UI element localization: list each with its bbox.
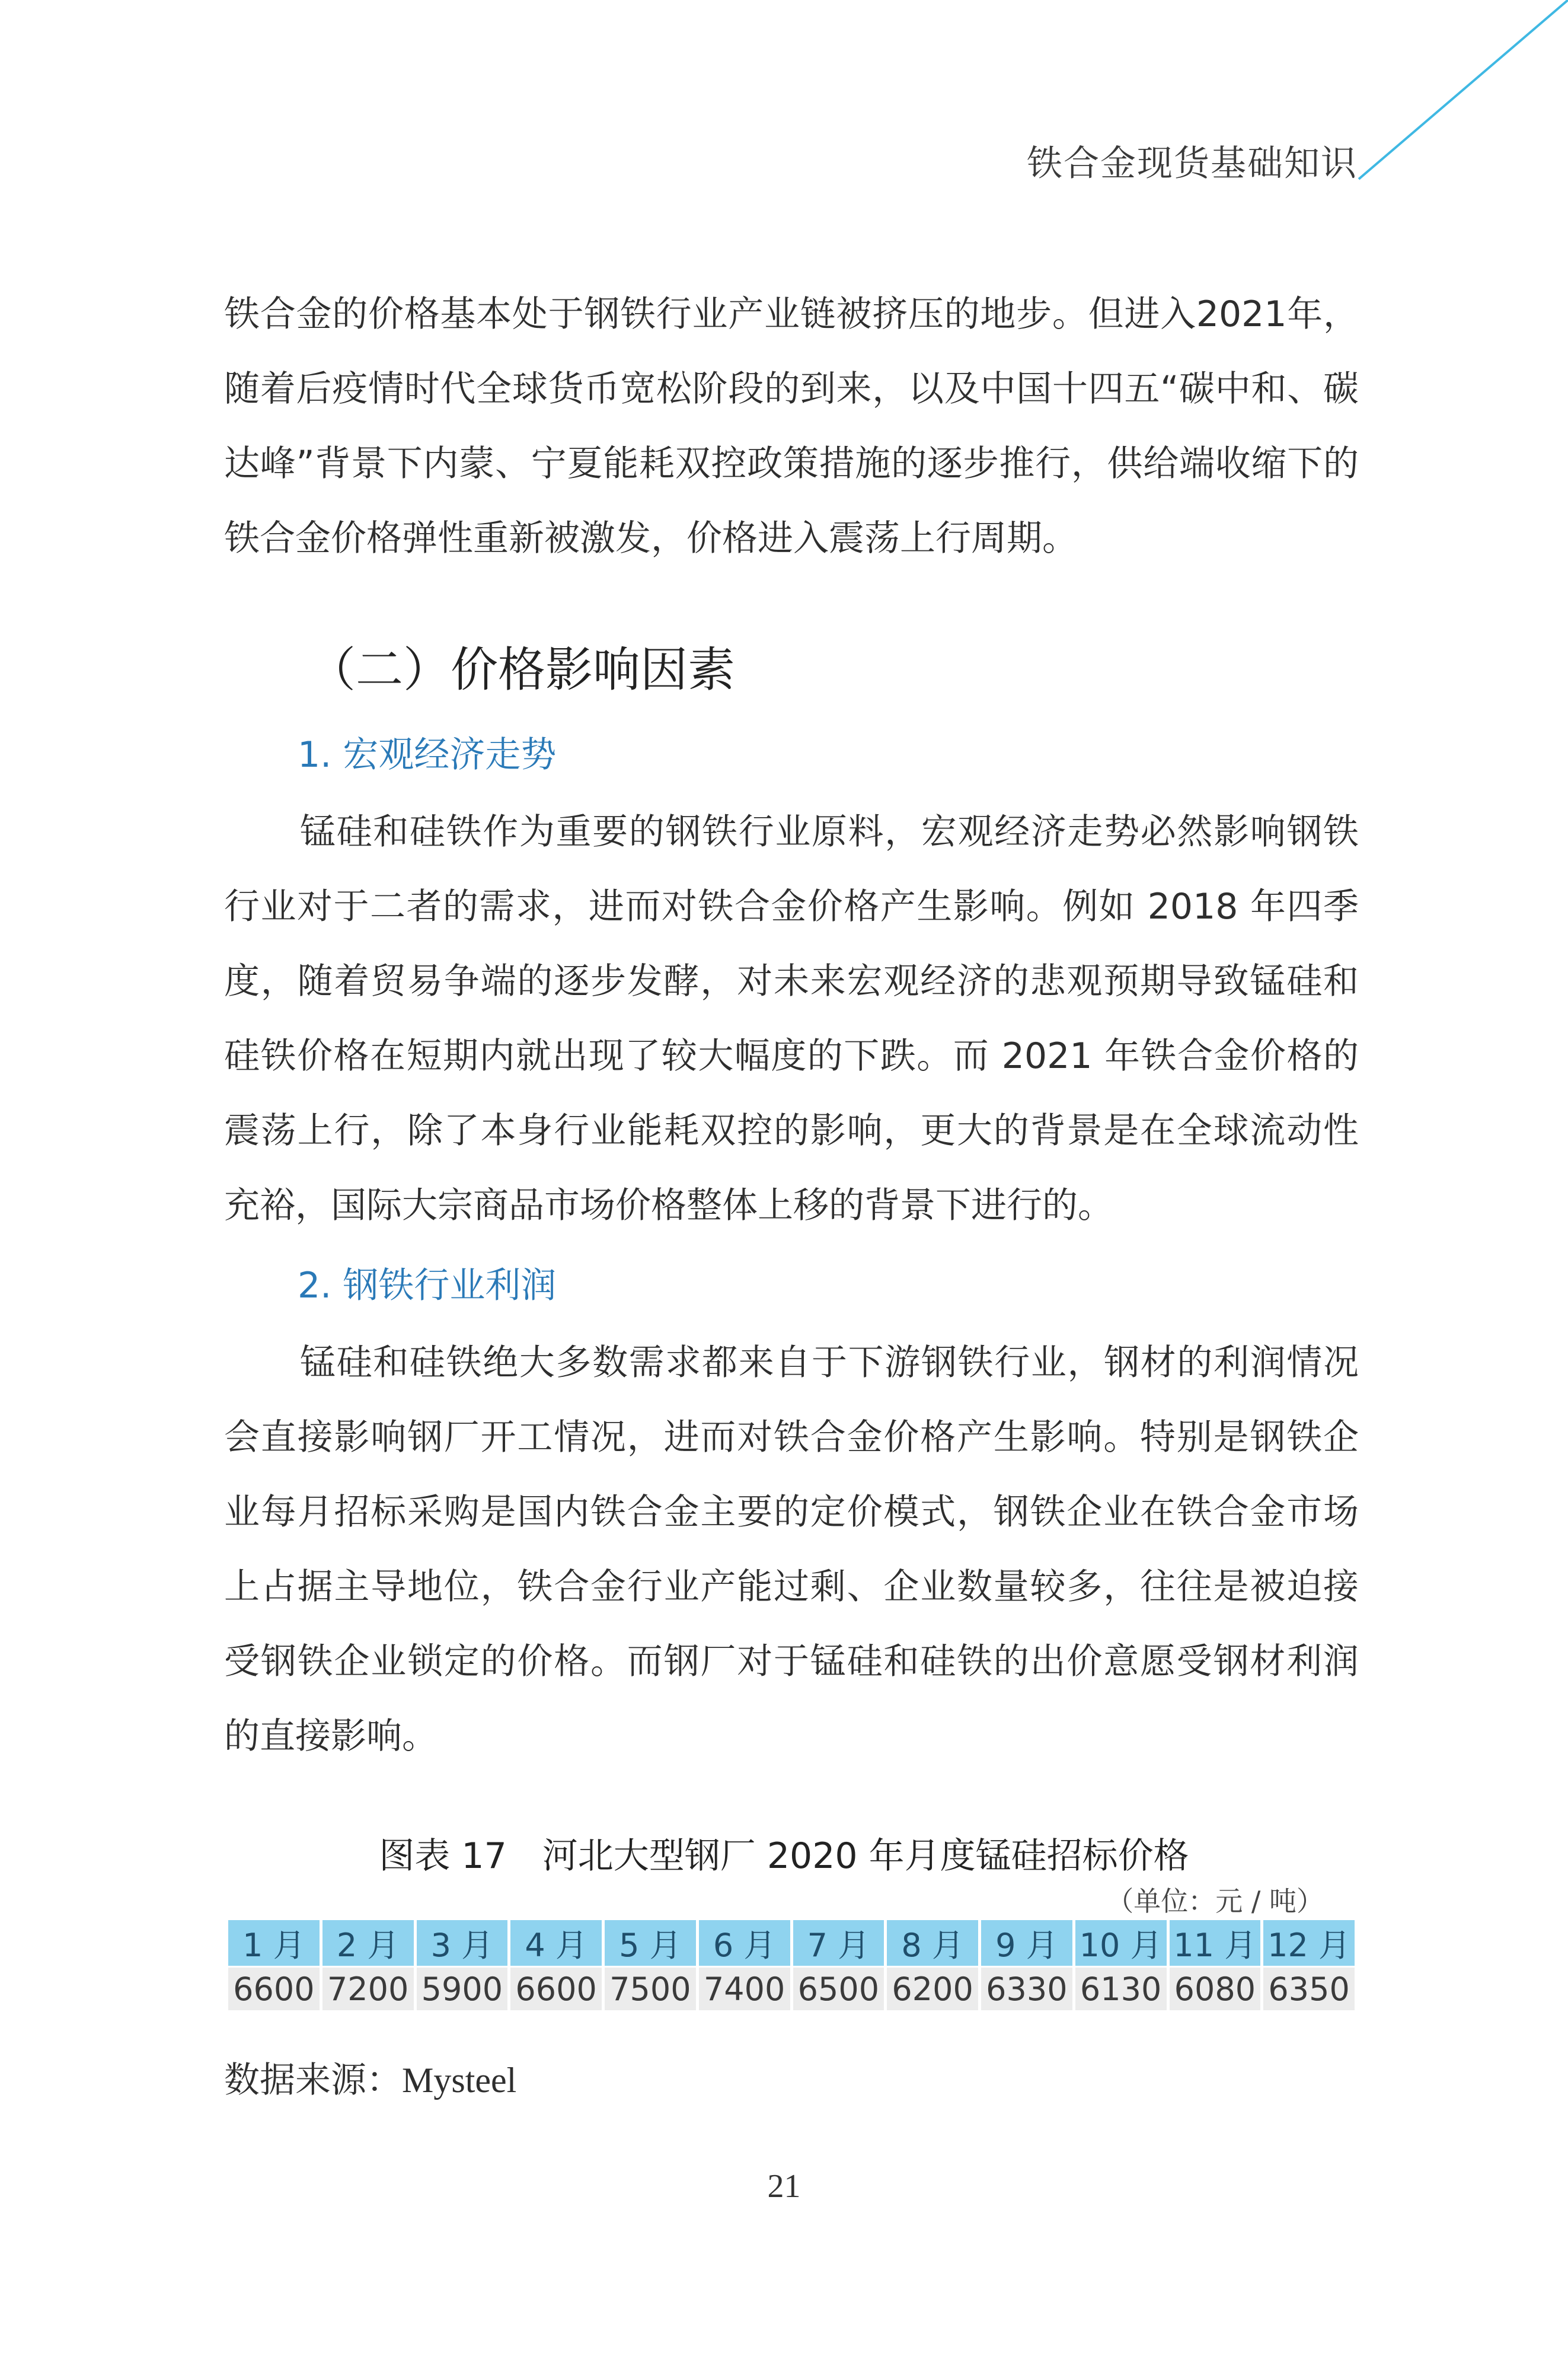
price-cell: 6350 bbox=[1263, 1968, 1355, 2010]
subsection-title-macro: 1. 宏观经济走势 bbox=[298, 734, 557, 776]
data-source-name: Mysteel bbox=[402, 2061, 517, 2100]
section-title: （二）价格影响因素 bbox=[308, 642, 735, 697]
price-table bbox=[225, 1918, 1358, 2012]
month-cell: 4 月 bbox=[510, 1920, 602, 1966]
subsection-title-steel-profit: 2. 钢铁行业利润 bbox=[298, 1265, 557, 1306]
month-cell: 10 月 bbox=[1075, 1920, 1167, 1966]
table-value-row bbox=[228, 1968, 1355, 2010]
subsection-body-steel-profit: 锰硅和硅铁绝大多数需求都来自于下游钢铁行业，钢材的利润情况会直接影响钢厂开工情况，进而对铁合金价格产生影响。特别是钢铁企业每月招标采购是国内铁合金主要的定价模式，钢铁企业在铁合金市场上占据主导地位，铁合金行业产能过剩、企业数量较多，往往是被迫接受钢铁企业锁定的价格。而钢厂对于锰硅和硅铁的出价意愿受钢材利润的直接影响。 bbox=[224, 1342, 1359, 1757]
table-header-row bbox=[228, 1920, 1355, 1966]
price-cell: 6600 bbox=[228, 1968, 320, 2010]
figure-caption: 图表 17 河北大型钢厂 2020 年月度锰硅招标价格 bbox=[379, 1835, 1189, 1877]
month-cell: 9 月 bbox=[981, 1920, 1072, 1966]
price-cell: 6200 bbox=[887, 1968, 978, 2010]
intro-paragraph: 铁合金的价格基本处于钢铁行业产业链被挤压的地步。但进入2021年，随着后疫情时代全球货币宽松阶段的到来，以及中国十四五“碳中和、碳达峰”背景下内蒙、宁夏能耗双控政策措施的逐步推行，供给端收缩下的铁合金价格弹性重新被激发，价格进入震荡上行周期。 bbox=[224, 294, 1359, 559]
month-cell: 2 月 bbox=[322, 1920, 414, 1966]
month-cell: 1 月 bbox=[228, 1920, 320, 1966]
price-cell: 6330 bbox=[981, 1968, 1072, 2010]
price-cell: 5900 bbox=[417, 1968, 508, 2010]
month-cell: 11 月 bbox=[1170, 1920, 1261, 1966]
price-cell: 6130 bbox=[1075, 1968, 1167, 2010]
month-cell: 8 月 bbox=[887, 1920, 978, 1966]
running-header-title: 铁合金现货基础知识 bbox=[1027, 143, 1358, 184]
price-cell: 7200 bbox=[322, 1968, 414, 2010]
price-cell: 6500 bbox=[793, 1968, 884, 2010]
data-source bbox=[224, 2052, 516, 2103]
month-cell: 3 月 bbox=[417, 1920, 508, 1966]
month-cell: 12 月 bbox=[1263, 1920, 1355, 1966]
month-cell: 5 月 bbox=[605, 1920, 696, 1966]
price-cell: 6080 bbox=[1170, 1968, 1261, 2010]
data-source-label: 数据来源： bbox=[224, 2059, 402, 2101]
figure-unit-note: （单位：元 / 吨） bbox=[1106, 1885, 1324, 1917]
page-number: 21 bbox=[767, 2168, 801, 2205]
month-cell: 6 月 bbox=[699, 1920, 790, 1966]
subsection-body-macro: 锰硅和硅铁作为重要的钢铁行业原料，宏观经济走势必然影响钢铁行业对于二者的需求，进而对铁合金价格产生影响。例如 2018 年四季度，随着贸易争端的逐步发酵，对未来宏观经济的悲观预期导致锰硅和硅铁价格在短期内就出现了较大幅度的下跌。而 2021 年铁合金价格的震荡上行，除了本身行业能耗双控的影响，更大的背景是在全球流动性充裕，国际大宗商品市场价格整体上移的背景下进行的。 bbox=[224, 811, 1359, 1226]
price-cell: 6600 bbox=[510, 1968, 602, 2010]
price-cell: 7500 bbox=[605, 1968, 696, 2010]
price-cell: 7400 bbox=[699, 1968, 790, 2010]
month-cell: 7 月 bbox=[793, 1920, 884, 1966]
